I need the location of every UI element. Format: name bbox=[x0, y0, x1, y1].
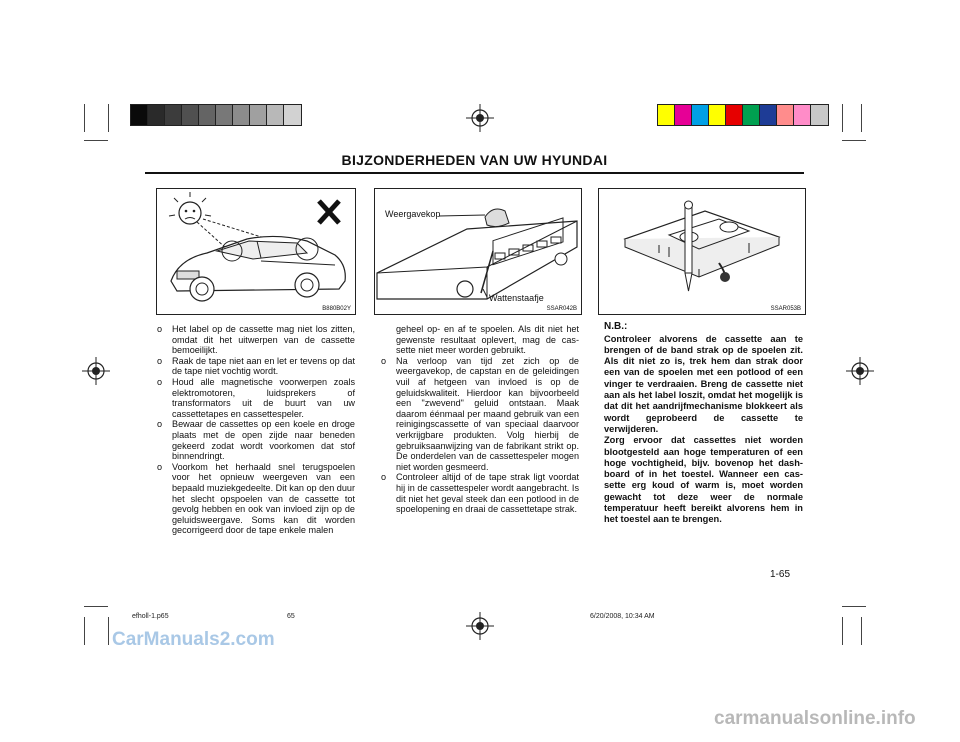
footer-page: 65 bbox=[287, 613, 295, 620]
color-swatch bbox=[267, 105, 284, 125]
label-weergavekop: Weergavekop bbox=[385, 209, 441, 219]
color-swatch bbox=[658, 105, 675, 125]
registration-target-top bbox=[466, 104, 494, 132]
list-item: o Raak de tape niet aan en let er tevens op dat de tape niet vochtig wordt. bbox=[157, 355, 355, 377]
continuation-text: geheel op- en af te spoelen. Als dit niet het gewenste resultaat oplevert, mag de cas-sette niet meer worden gebruikt. bbox=[396, 324, 579, 356]
registration-target-bottom bbox=[466, 612, 494, 640]
x-mark-icon bbox=[319, 201, 339, 223]
color-swatch bbox=[726, 105, 743, 125]
figure-code: SSAR053B bbox=[770, 306, 801, 312]
registration-target-right bbox=[846, 357, 874, 385]
color-swatch bbox=[233, 105, 250, 125]
watermark-right: carmanualsonline.info bbox=[714, 708, 916, 729]
list-item: o Controleer altijd of de tape strak ligt voordat hij in de cassettespeler wordt aangebracht. Is dit niet het geval steek dan een potlood in de spoelopening en draai de cassettetape strak. bbox=[381, 472, 579, 515]
figure-car-sun bbox=[156, 188, 356, 315]
color-swatch bbox=[675, 105, 692, 125]
color-swatch bbox=[250, 105, 267, 125]
color-swatch bbox=[131, 105, 148, 125]
figure-code: B880B02Y bbox=[322, 306, 351, 312]
color-swatch bbox=[182, 105, 199, 125]
note-title: N.B.: bbox=[604, 321, 628, 332]
gray-calibration-bar bbox=[130, 104, 302, 126]
color-swatch bbox=[743, 105, 760, 125]
color-swatch bbox=[777, 105, 794, 125]
color-calibration-bar bbox=[657, 104, 829, 126]
color-swatch bbox=[284, 105, 301, 125]
cassette-player-illustration bbox=[375, 189, 581, 314]
color-swatch bbox=[794, 105, 811, 125]
color-swatch bbox=[692, 105, 709, 125]
header-rule bbox=[145, 172, 804, 174]
list-item: o Houd alle magnetische voorwerpen zoals elektromotoren, luidsprekers of transformators uit de buurt van uw cassettetapes en cassettespeler. bbox=[157, 376, 355, 419]
figure-code: SSAR042B bbox=[546, 306, 577, 312]
watermark-left: CarManuals2.com bbox=[112, 629, 275, 650]
text-column-3 bbox=[604, 322, 803, 526]
color-swatch bbox=[760, 105, 777, 125]
color-swatch bbox=[811, 105, 828, 125]
note-paragraph-2: Zorg ervoor dat cassettes niet worden blootgesteld aan hoge temperaturen of een hoge vochtigheid, bijv. bovenop het dash-board of in het toestel. Wanneer een cas-sette erg koud of warm is, moet worden gewacht tot deze weer de normale temperatuur heeft bereikt alvorens hem in het toestel aan te brengen. bbox=[604, 435, 803, 525]
list-item: o Bewaar de cassettes op een koele en droge plaats met de open zijde naar beneden gekeerd zodat wordt voorkomen dat stof binnendringt. bbox=[157, 419, 355, 462]
cassette-pencil-illustration bbox=[599, 189, 805, 314]
figure-cassette-pencil bbox=[598, 188, 806, 315]
color-swatch bbox=[148, 105, 165, 125]
registration-target-left bbox=[82, 357, 110, 385]
text-column-2 bbox=[381, 324, 579, 515]
list-item: o Voorkom het herhaald snel terugspoelen voor het opnieuw weergeven van een bepaald muziekgedeelte. Dit kan op den duur het slecht opspoelen van de cassette tot gevolg hebben en ook van invloed zijn op de geluidsweergave. Soms kan dit worden gecorrigeerd door de tape enkele malen bbox=[157, 461, 356, 536]
text-column-1 bbox=[157, 324, 355, 536]
figure-radio-head bbox=[374, 188, 582, 315]
footer-file: efholl-1.p65 bbox=[132, 613, 169, 620]
page-title: BIJZONDERHEDEN VAN UW HYUNDAI bbox=[341, 152, 608, 168]
note-paragraph-1: Controleer alvorens de cassette aan te brengen of de band strak op de spoelen zit. Als dit niet zo is, trek hem dan strak door een van de spoelen met een potlood of een vinger te verdraaien. Breng de cassette niet aan als het label loszit, omdat het mogelijk is dat dit het aandrijfmechanisme blokkeert als wordt geprobeerd de cassette te verwijderen. bbox=[604, 333, 803, 434]
footer-datetime: 6/20/2008, 10:34 AM bbox=[590, 613, 655, 620]
list-item: o Het label op de cassette mag niet los zitten, omdat dit het uitwerpen van de cassette bemoeilijkt. bbox=[157, 324, 355, 356]
list-item: o Na verloop van tijd zet zich op de weergavekop, de capstan en de geleidingen vuil af hetgeen van invloed is op de geluidskwaliteit. Hierdoor kan bijvoorbeeld een "zwevend" geluid ontstaan. Maak daarom éénmaal per maand gebruik van een reinigingscassette of van speciaal daarvoor verkrijgbare produkten. Volg hierbij de gebruiksaanwijzing van de fabrikant strikt op. De onderdelen van de cassettespeler mogen niet worden gesmeerd. bbox=[381, 355, 579, 472]
color-swatch bbox=[199, 105, 216, 125]
car-in-sun-illustration bbox=[157, 189, 355, 314]
page-number: 1-65 bbox=[770, 569, 791, 580]
color-swatch bbox=[165, 105, 182, 125]
color-swatch bbox=[709, 105, 726, 125]
label-wattenstaafje: Wattenstaafje bbox=[489, 293, 544, 303]
color-swatch bbox=[216, 105, 233, 125]
